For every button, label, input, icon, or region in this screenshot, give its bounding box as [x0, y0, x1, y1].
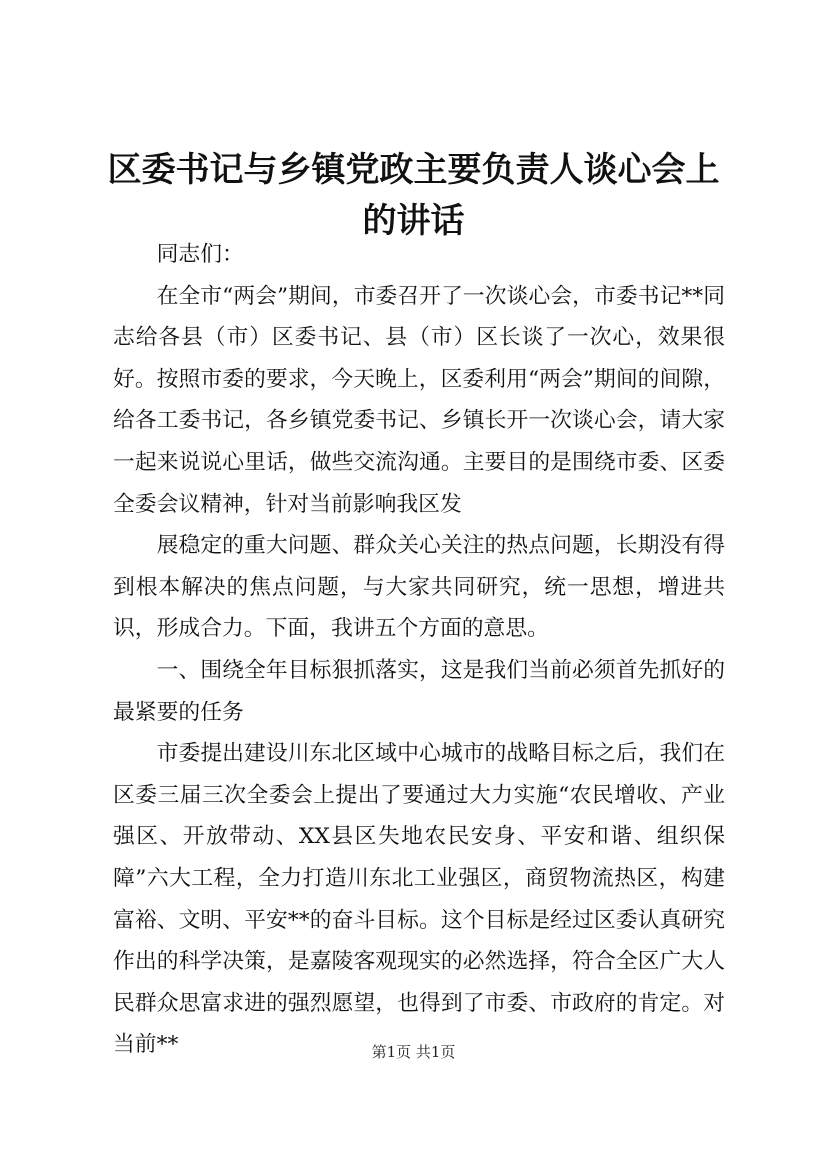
page-number-label: 第1页 共1页	[371, 1043, 456, 1061]
paragraph-purpose: 展稳定的重大问题、群众关心关注的热点问题，长期没有得到根本解决的焦点问题，与大家共同研究，统一思想，增进共识，形成合力。下面，我讲五个方面的意思。	[113, 533, 725, 642]
salutation: 同志们：	[156, 242, 244, 267]
page-footer	[0, 1042, 827, 1062]
section-heading-1: 一、围绕全年目标狠抓落实，这是我们当前必须首先抓好的最紧要的任务	[113, 657, 725, 725]
document-title: 区委书记与乡镇党政主要负责人谈心会上的讲话	[107, 150, 720, 241]
paragraph-intro: 在全市“两会”期间，市委召开了一次谈心会，市委书记**同志给各县（市）区委书记、县（市）区长谈了一次心，效果很好。按照市委的要求，今天晚上，区委利用“两会”期间的间隙，给各工委书记，各乡镇党委书记、乡镇长开一次谈心会，请大家一起来说说心里话，做些交流沟通。主要目的是围绕市委、区委全委会议精神，针对当前影响我区发	[113, 283, 725, 517]
document-body	[113, 234, 725, 1066]
paragraph-section-1: 市委提出建设川东北区域中心城市的战略目标之后，我们在区委三届三次全委会上提出了要通过大力实施“农民增收、产业强区、开放带动、XX县区失地农民安身、平安和谐、组织保障”六大工程，全力打造川东北工业强区，商贸物流热区，构建富裕、文明、平安**的奋斗目标。这个目标是经过区委认真研究作出的科学决策，是嘉陵客观现实的必然选择，符合全区广大人民群众思富求进的强烈愿望，也得到了市委、市政府的肯定。对当前**	[113, 741, 725, 1058]
